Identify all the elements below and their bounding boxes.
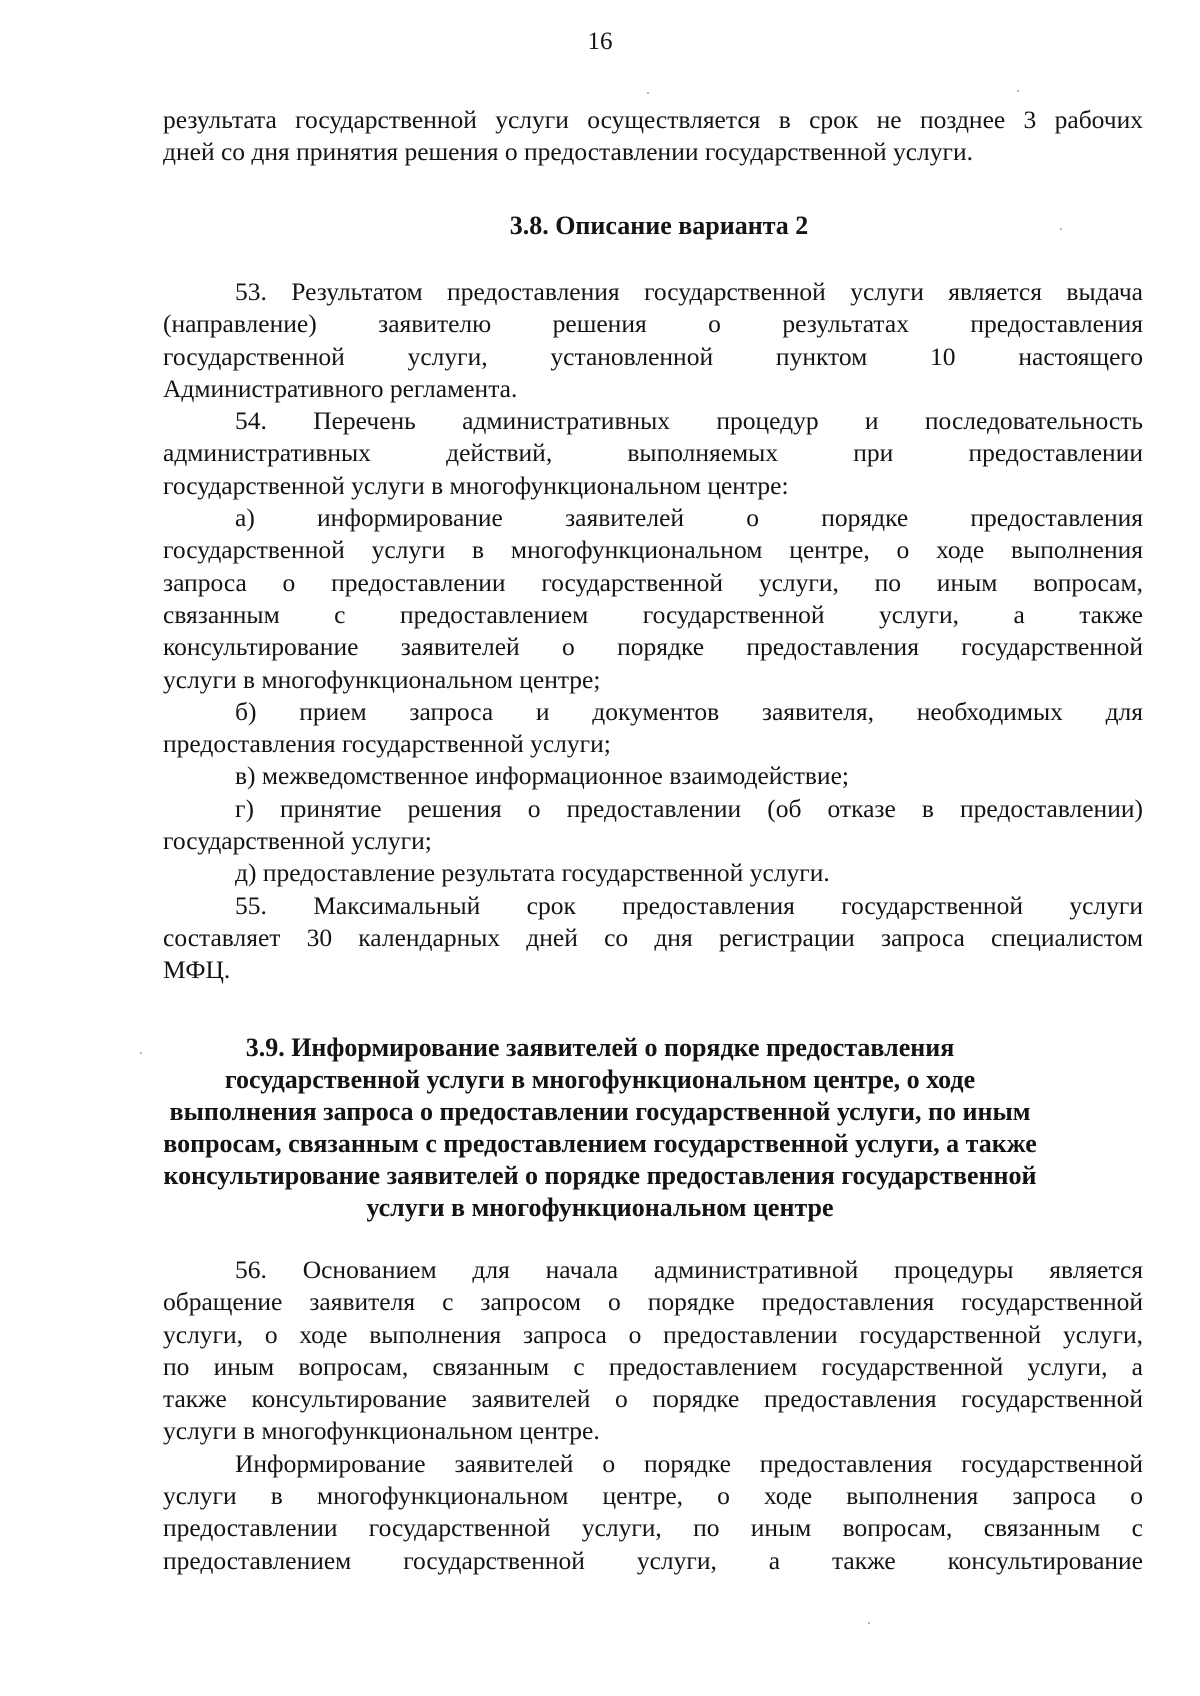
text-line: государственной услуги;	[163, 826, 432, 856]
text-line: услуги в многофункциональном центре.	[163, 1416, 600, 1446]
text-line: 55. Максимальный срок предоставления государственной услуги	[235, 890, 1143, 920]
section-heading-3-8	[0, 210, 1200, 242]
text-line: МФЦ.	[163, 955, 231, 985]
page-number: 16	[587, 28, 613, 55]
text-line: 54. Перечень административных процедур и последовательность	[235, 406, 1143, 436]
text-line: предоставлении государственной услуги, по иным вопросам, связанным с	[163, 1513, 1143, 1543]
text-line: предоставлением государственной услуги, а также консультирование	[163, 1545, 1143, 1575]
section-3-9-body	[163, 1254, 1143, 1577]
text-line: б) прием запроса и документов заявителя, необходимых для	[235, 696, 1143, 726]
text-line: услуги в многофункциональном центре, о ходе выполнения запроса о	[163, 1481, 1143, 1511]
section-3-8-body	[163, 276, 1143, 987]
text-line: также консультирование заявителей о порядке предоставления государственной	[163, 1384, 1143, 1414]
continuation-paragraph	[163, 104, 1143, 169]
heading-line: консультирование заявителей о порядке предоставления государственной	[163, 1161, 1037, 1190]
heading-line: услуги в многофункциональном центре	[366, 1193, 834, 1222]
section-heading-3-9	[0, 1032, 1200, 1224]
text-line: государственной услуги, установленной пунктом 10 настоящего	[163, 341, 1143, 371]
text-line: запроса о предоставлении государственной услуги, по иным вопросам,	[163, 567, 1143, 597]
text-line: государственной услуги в многофункциональном центре, о ходе выполнения	[163, 535, 1143, 565]
text-line: консультирование заявителей о порядке предоставления государственной	[163, 632, 1143, 662]
text-line: дней со дня принятия решения о предоставлении государственной услуги.	[163, 137, 974, 167]
scan-speck	[140, 1052, 142, 1054]
text-line: услуги в многофункциональном центре;	[163, 664, 601, 694]
scan-speck	[1060, 228, 1062, 230]
text-line: услуги, о ходе выполнения запроса о предоставлении государственной услуги,	[163, 1319, 1143, 1349]
text-line: а) информирование заявителей о порядке предоставления	[235, 503, 1143, 533]
text-line: административных действий, выполняемых при предоставлении	[163, 438, 1143, 468]
text-line: связанным с предоставлением государственной услуги, а также	[163, 599, 1143, 629]
heading-line: 3.9. Информирование заявителей о порядке предоставления	[245, 1033, 955, 1062]
scan-speck	[868, 1622, 870, 1624]
text-line: (направление) заявителю решения о результатах предоставления	[163, 309, 1143, 339]
text-line: предоставления государственной услуги;	[163, 729, 611, 759]
heading-line: 3.8. Описание варианта 2	[509, 211, 809, 240]
heading-line: выполнения запроса о предоставлении государственной услуги, по иным	[169, 1097, 1031, 1126]
text-line: обращение заявителя с запросом о порядке предоставления государственной	[163, 1287, 1143, 1317]
text-line: д) предоставление результата государственной услуги.	[235, 858, 830, 888]
text-line: по иным вопросам, связанным с предоставлением государственной услуги, а	[163, 1351, 1143, 1381]
text-line: 56. Основанием для начала административной процедуры является	[235, 1255, 1143, 1284]
text-line: результата государственной услуги осуществляется в срок не позднее 3 рабочих	[163, 105, 1143, 134]
scan-speck	[1017, 90, 1019, 92]
scan-speck	[647, 92, 649, 94]
text-line: 53. Результатом предоставления государственной услуги является выдача	[235, 277, 1143, 306]
text-line: Административного регламента.	[163, 373, 518, 403]
text-line: г) принятие решения о предоставлении (об отказе в предоставлении)	[235, 793, 1143, 823]
heading-line: вопросам, связанным с предоставлением государственной услуги, а также	[163, 1129, 1037, 1158]
text-line: составляет 30 календарных дней со дня регистрации запроса специалистом	[163, 922, 1143, 952]
heading-line: государственной услуги в многофункциональном центре, о ходе	[224, 1065, 976, 1094]
text-line: государственной услуги в многофункциональном центре:	[163, 470, 789, 500]
text-line: Информирование заявителей о порядке предоставления государственной	[235, 1448, 1143, 1478]
text-line: в) межведомственное информационное взаимодействие;	[235, 761, 849, 791]
